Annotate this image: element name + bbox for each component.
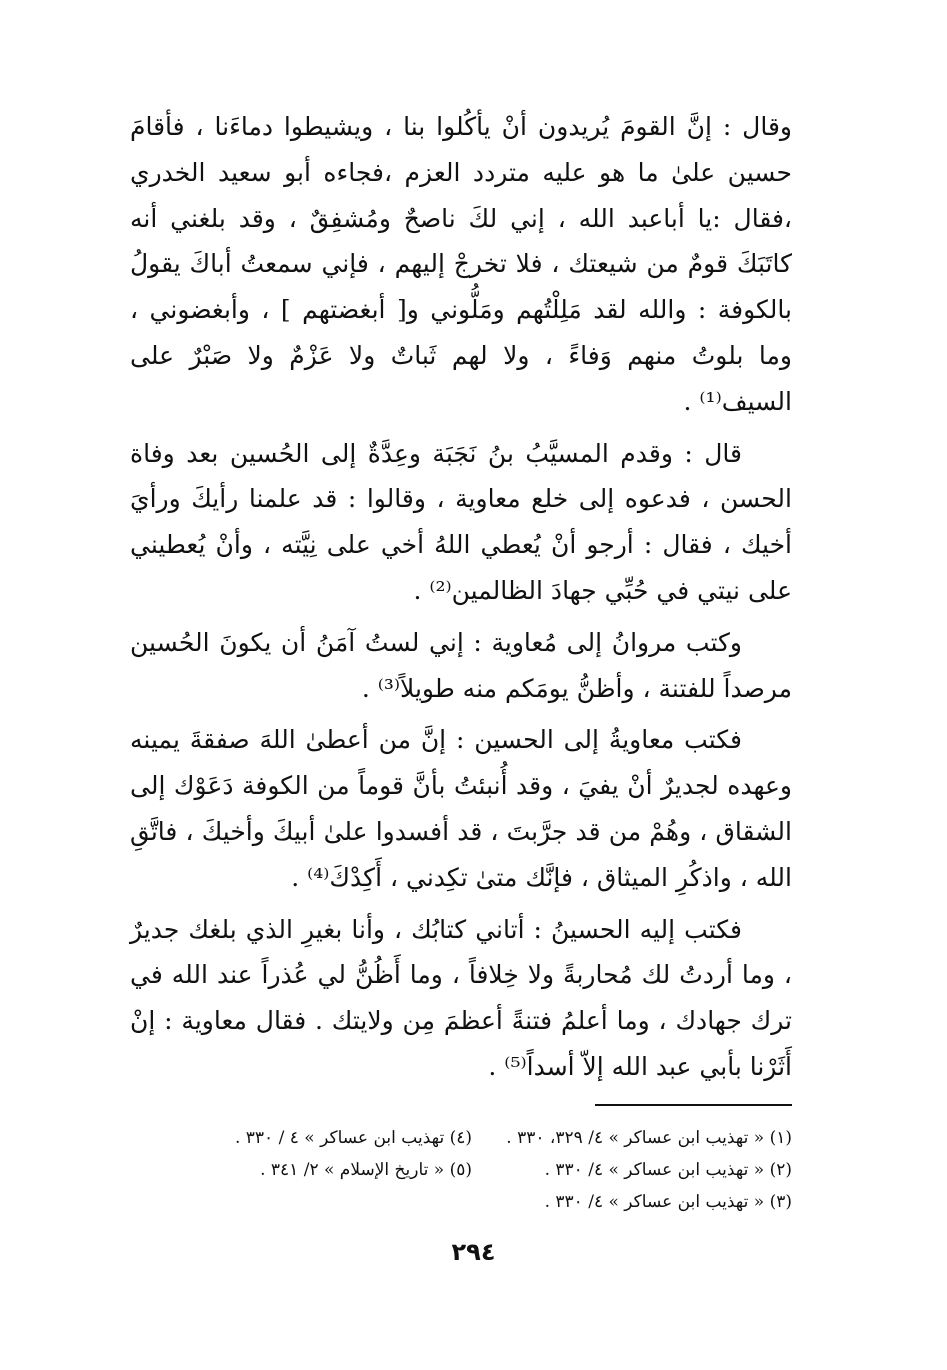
paragraph-1: وقال : إنَّ القومَ يُريدون أنْ يأكُلوا بنا ، ويشيطوا دماءَنا ، فأقامَ حسين علىٰ ما هو عليه متردد العزم ،فجاءه أبو سعيد الخدري ،فقال :يا أباعبد الله ، إني لكَ ناصحٌ ومُشفِقٌ ، وقد بلغني أنه كاتَبَكَ قومٌ من شيعتك ، فلا تخرجْ إليهم ، فإني سمعتُ أباكَ يقولُ بالكوفة : والله لقد مَلِلْتُهم ومَلُّوني و[ أبغضتهم ] ، وأبغضوني ، وما بلوتُ منهم وَفاءً ، ولا لهم ثَباتٌ ولا عَزْمٌ ولا صَبْرٌ على السيف⁽¹⁾ .	[130, 112, 792, 416]
paragraph-5: فكتب إليه الحسينُ : أتاني كتابُك ، وأنا بغيرِ الذي بلغك جديرٌ ، وما أردتُ لك مُحاربةً ولا خِلافاً ، وما أَظُنُّ لي عُذراً عند الله في ترك جهادك ، وما أعلمُ فتنةً أعظمَ مِن ولايتك . فقال معاوية : إنْ أَثَرْنا بأبي عبد الله إلاّ أسداً⁽⁵⁾ .	[130, 914, 792, 1081]
paragraph-2: قال : وقدم المسيَّبُ بنُ نَجَبَة وعِدَّةٌ إلى الحُسين بعد وفاة الحسن ، فدعوه إلى خلع معاوية ، وقالوا : قد علمنا رأيكَ ورأيَ أخيك ، فقال : أرجو أنْ يُعطي اللهُ أخي على نِيَّته ، وأنْ يُعطيني على نيتي في حُبِّي جهادَ الظالمين⁽²⁾ .	[130, 438, 792, 605]
footnote-5: (٥) « تاريخ الإسلام » ٢/ ٣٤١ .	[260, 1160, 472, 1180]
paragraph-4: فكتب معاويةُ إلى الحسين : إنَّ من أعطىٰ اللهَ صفقةَ يمينه وعهده لجديرٌ أنْ يفيَ ، وقد أُنبئتُ بأنَّ قوماً من الكوفة دَعَوْك إلى الشقاق ، وهُمْ من قد جرَّبتَ ، قد أفسدوا علىٰ أبيكَ وأخيكَ ، فاتَّقِ الله ، واذكُرِ الميثاق ، فإنَّك متىٰ تكِدني ، أَكِدْكَ⁽⁴⁾ .	[130, 725, 792, 892]
footnote-row	[120, 1122, 792, 1154]
footnote-2: (٢) « تهذيب ابن عساكر » ٤/ ٣٣٠ .	[544, 1160, 792, 1180]
page-number: ٢٩٤	[451, 1238, 496, 1266]
main-text	[130, 104, 792, 1096]
footnote-separator	[595, 1104, 792, 1106]
footnote-4: (٤) تهذيب ابن عساكر » ٤ / ٣٣٠ .	[234, 1128, 472, 1148]
footnote-3: (٣) « تهذيب ابن عساكر » ٤/ ٣٣٠ .	[544, 1192, 792, 1212]
footnote-row	[120, 1154, 792, 1186]
paragraph-3: وكتب مروانُ إلى مُعاوية : إني لستُ آمَنُ أن يكونَ الحُسين مرصداً للفتنة ، وأظنُّ يومَكم منه طويلاً⁽³⁾ .	[130, 627, 792, 703]
footnote-1: (١) « تهذيب ابن عساكر » ٤/ ٣٢٩، ٣٣٠ .	[506, 1128, 792, 1148]
footnotes	[120, 1122, 792, 1218]
footnote-row	[120, 1186, 792, 1218]
